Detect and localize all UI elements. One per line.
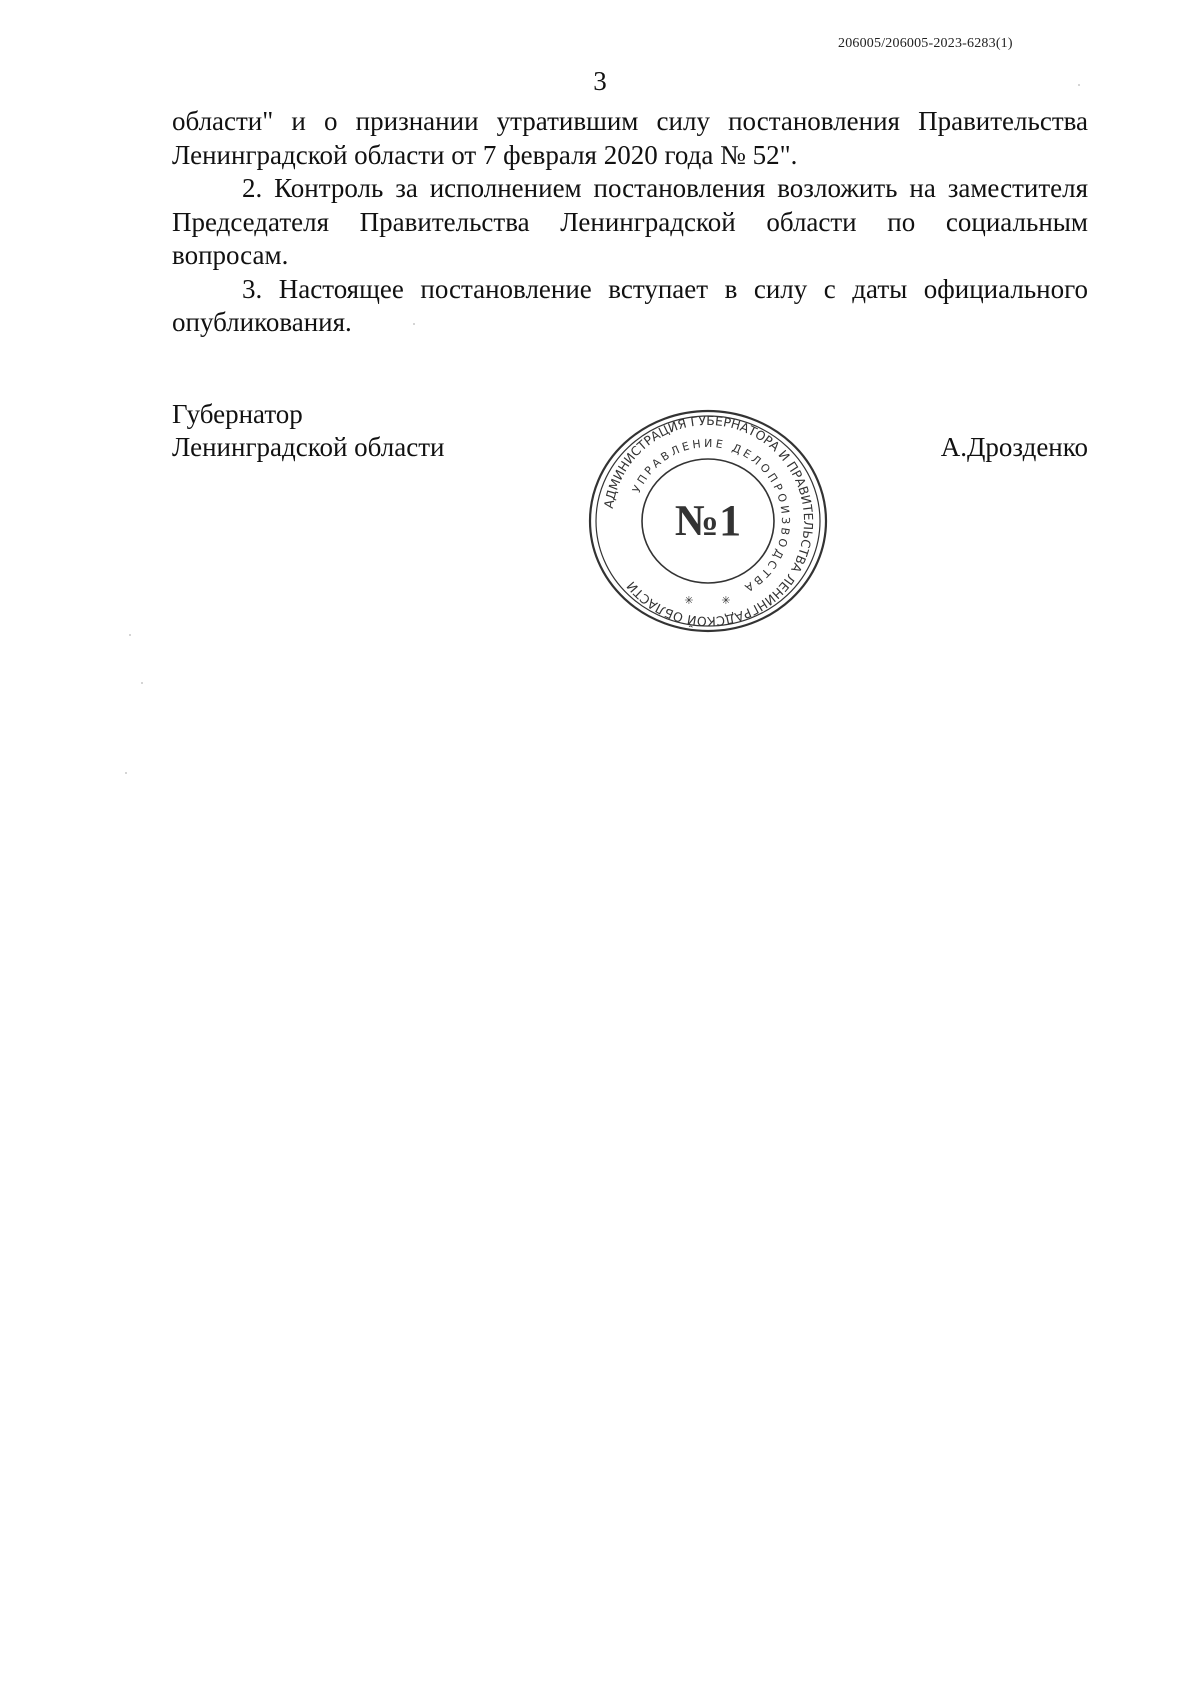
- paragraph-1-continuation: области" и о признании утратившим силу постановления Правительства Ленинградской области от 7 февраля 2020 года № 52".: [172, 106, 1088, 170]
- seal-outer-text: АДМИНИСТРАЦИЯ ГУБЕРНАТОРА И ПРАВИТЕЛЬСТВА ЛЕНИНГРАДСКОЙ ОБЛАСТИ: [600, 412, 817, 630]
- seal-star-icon: ✳: [684, 594, 694, 607]
- document-id: 206005/206005-2023-6283(1): [838, 36, 1013, 51]
- scan-speck: [141, 682, 143, 684]
- signatory-name: А.Дрозденко: [940, 432, 1088, 462]
- paragraph-3: 3. Настоящее постановление вступает в силу с даты официального опубликования.: [172, 273, 1088, 337]
- seal-star-icon: ✳: [721, 594, 731, 607]
- seal-icon: [583, 403, 833, 639]
- signatory-position: Губернатор: [172, 399, 303, 429]
- scan-speck: [125, 772, 127, 774]
- signatory-region: Ленинградской области: [172, 432, 445, 462]
- page-number: 3: [593, 66, 607, 96]
- signatory-title: [172, 398, 444, 464]
- document-body: [172, 105, 1088, 340]
- official-seal-stamp: [583, 403, 833, 639]
- scan-speck: [129, 634, 131, 636]
- scan-speck: [413, 323, 415, 325]
- seal-center-number: №1: [674, 496, 742, 545]
- scan-speck: [1078, 84, 1080, 86]
- seal-inner-text: УПРАВЛЕНИЕ ДЕЛОПРОИЗВОДСТВА: [629, 436, 793, 596]
- paragraph-2: 2. Контроль за исполнением постановления возложить на заместителя Председателя Правительства Ленинградской области по социальным вопросам.: [172, 173, 1088, 270]
